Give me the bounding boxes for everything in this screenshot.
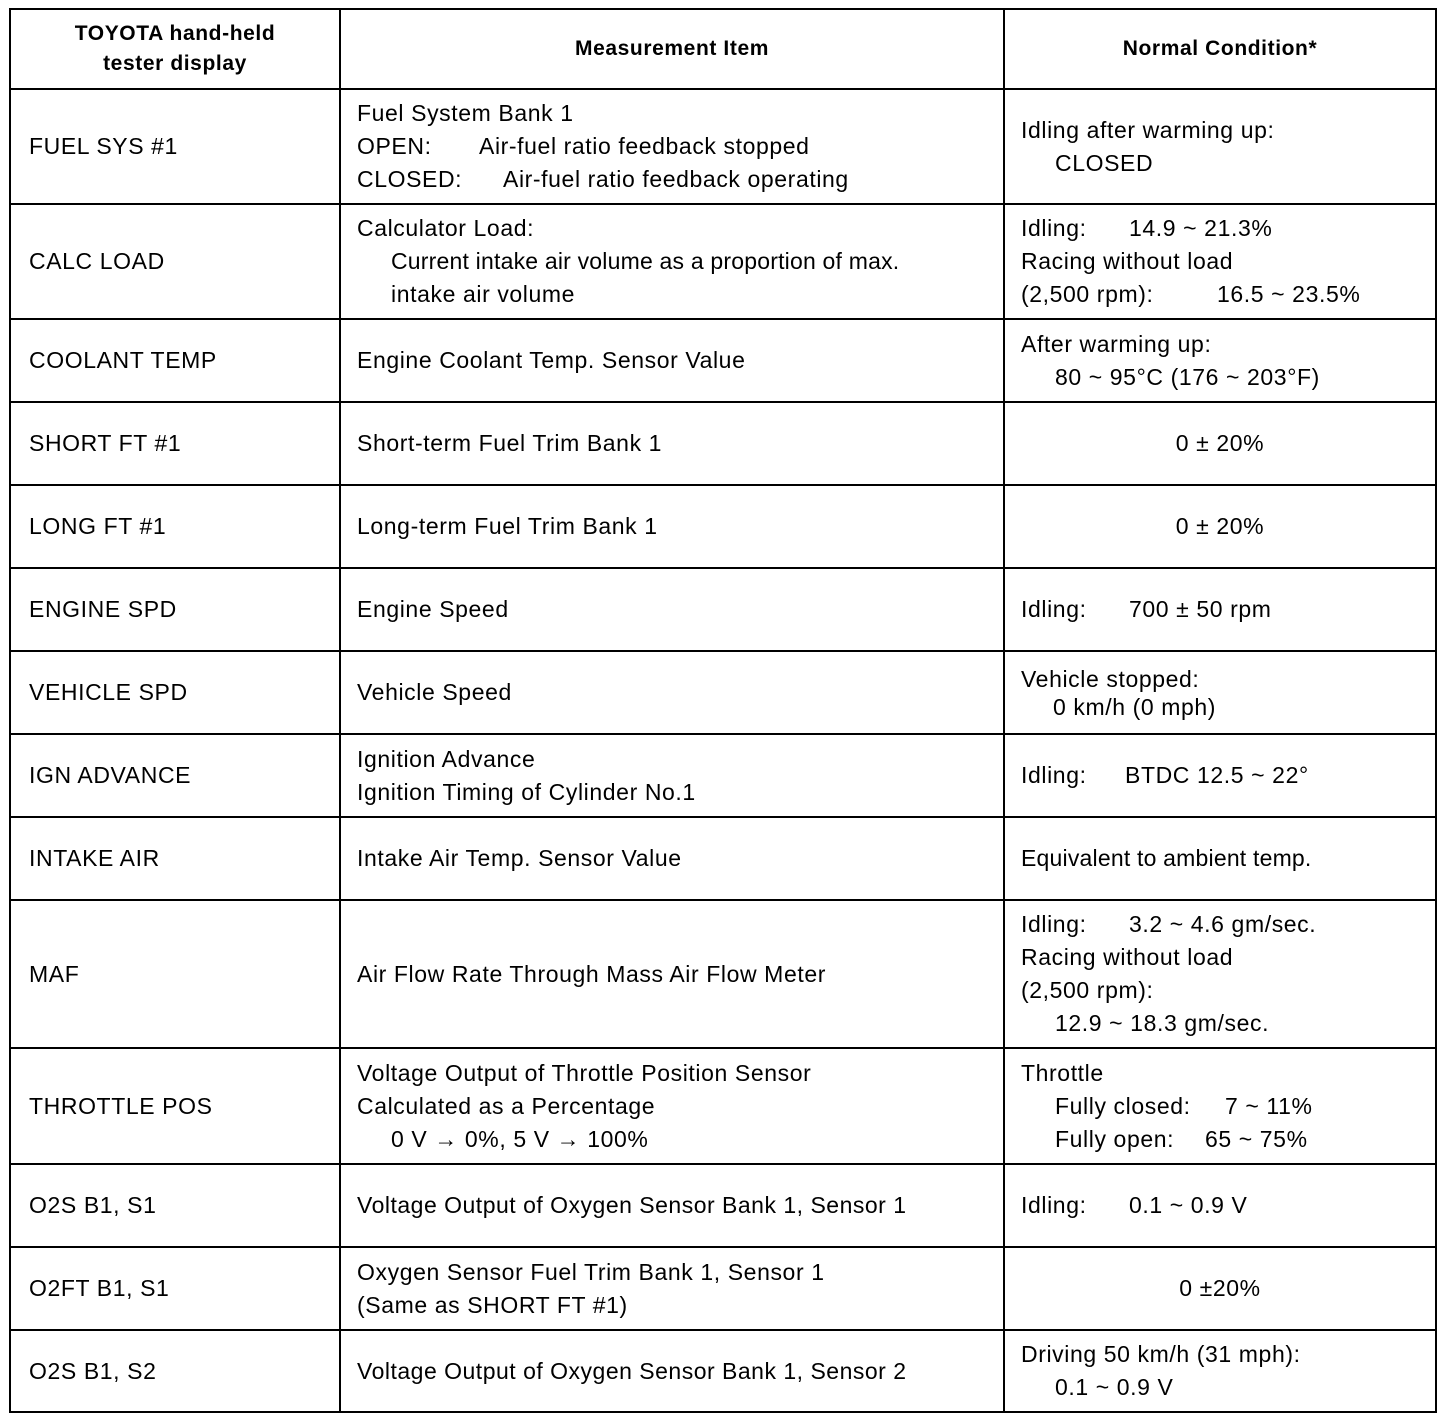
- normal-condition-cell: 0 ± 20%: [1004, 402, 1436, 485]
- tester-display-cell: COOLANT TEMP: [10, 319, 340, 402]
- tester-display-cell: FUEL SYS #1: [10, 89, 340, 204]
- data-list-table: [9, 8, 1437, 1413]
- table-row: [10, 319, 1436, 402]
- measurement-item-cell: Air Flow Rate Through Mass Air Flow Meter: [340, 900, 1004, 1048]
- measurement-item-cell: Engine Speed: [340, 568, 1004, 651]
- tester-display-cell: SHORT FT #1: [10, 402, 340, 485]
- normal-condition-cell: Idling: 0.1 ~ 0.9 V: [1004, 1164, 1436, 1247]
- tester-display-cell: ENGINE SPD: [10, 568, 340, 651]
- header-measurement-item: Measurement Item: [340, 9, 1004, 89]
- measurement-item-cell: Ignition Advance Ignition Timing of Cylinder No.1: [340, 734, 1004, 817]
- table-row: [10, 1164, 1436, 1247]
- measurement-item-cell: Oxygen Sensor Fuel Trim Bank 1, Sensor 1 (Same as SHORT FT #1): [340, 1247, 1004, 1330]
- measurement-item-cell: Calculator Load: Current intake air volume as a proportion of max. intake air volume: [340, 204, 1004, 319]
- normal-condition-cell: Idling after warming up: CLOSED: [1004, 89, 1436, 204]
- normal-condition-cell: Equivalent to ambient temp.: [1004, 817, 1436, 900]
- measurement-item-cell: Fuel System Bank 1 OPEN: Air-fuel ratio feedback stopped CLOSED: Air-fuel ratio feedback operating: [340, 89, 1004, 204]
- table-row: [10, 651, 1436, 734]
- measurement-item-cell: Engine Coolant Temp. Sensor Value: [340, 319, 1004, 402]
- table-row: [10, 900, 1436, 1048]
- table-row: [10, 734, 1436, 817]
- tester-display-cell: IGN ADVANCE: [10, 734, 340, 817]
- table-row: [10, 1048, 1436, 1164]
- header-tester-display: TOYOTA hand-held tester display: [10, 9, 340, 89]
- table-row: [10, 402, 1436, 485]
- normal-condition-cell: 0 ± 20%: [1004, 485, 1436, 568]
- tester-display-cell: INTAKE AIR: [10, 817, 340, 900]
- measurement-item-cell: Long-term Fuel Trim Bank 1: [340, 485, 1004, 568]
- normal-condition-cell: Idling: BTDC 12.5 ~ 22°: [1004, 734, 1436, 817]
- normal-condition-cell: Vehicle stopped: 0 km/h (0 mph): [1004, 651, 1436, 734]
- normal-condition-cell: 0 ±20%: [1004, 1247, 1436, 1330]
- table-row: [10, 485, 1436, 568]
- tester-display-cell: O2S B1, S1: [10, 1164, 340, 1247]
- table-row: [10, 1330, 1436, 1412]
- tester-display-cell: O2FT B1, S1: [10, 1247, 340, 1330]
- measurement-item-cell: Voltage Output of Oxygen Sensor Bank 1, Sensor 1: [340, 1164, 1004, 1247]
- tester-display-cell: MAF: [10, 900, 340, 1048]
- measurement-item-cell: Intake Air Temp. Sensor Value: [340, 817, 1004, 900]
- tester-display-cell: LONG FT #1: [10, 485, 340, 568]
- tester-display-cell: CALC LOAD: [10, 204, 340, 319]
- measurement-item-cell: Short-term Fuel Trim Bank 1: [340, 402, 1004, 485]
- header-normal-condition: Normal Condition*: [1004, 9, 1436, 89]
- tester-display-cell: O2S B1, S2: [10, 1330, 340, 1412]
- normal-condition-cell: After warming up: 80 ~ 95°C (176 ~ 203°F): [1004, 319, 1436, 402]
- normal-condition-cell: Throttle Fully closed: 7 ~ 11% Fully open: 65 ~ 75%: [1004, 1048, 1436, 1164]
- normal-condition-cell: Idling: 700 ± 50 rpm: [1004, 568, 1436, 651]
- table-row: [10, 204, 1436, 319]
- tester-display-cell: THROTTLE POS: [10, 1048, 340, 1164]
- measurement-item-cell: Voltage Output of Oxygen Sensor Bank 1, Sensor 2: [340, 1330, 1004, 1412]
- table-row: [10, 1247, 1436, 1330]
- measurement-item-cell: Voltage Output of Throttle Position Sensor Calculated as a Percentage 0 V → 0%, 5 V → 100%: [340, 1048, 1004, 1164]
- normal-condition-cell: Idling: 3.2 ~ 4.6 gm/sec. Racing without load (2,500 rpm): 12.9 ~ 18.3 gm/sec.: [1004, 900, 1436, 1048]
- table-header-row: [10, 9, 1436, 89]
- normal-condition-cell: Idling: 14.9 ~ 21.3% Racing without load (2,500 rpm): 16.5 ~ 23.5%: [1004, 204, 1436, 319]
- measurement-item-cell: Vehicle Speed: [340, 651, 1004, 734]
- table-row: [10, 568, 1436, 651]
- table-row: [10, 89, 1436, 204]
- tester-display-cell: VEHICLE SPD: [10, 651, 340, 734]
- table-row: [10, 817, 1436, 900]
- normal-condition-cell: Driving 50 km/h (31 mph): 0.1 ~ 0.9 V: [1004, 1330, 1436, 1412]
